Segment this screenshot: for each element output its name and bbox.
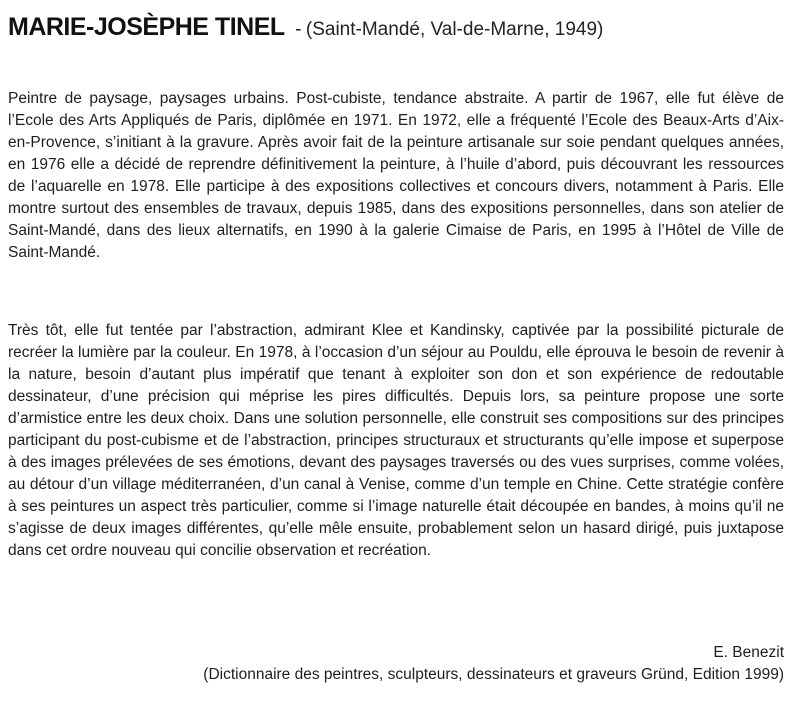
document-header <box>8 10 603 48</box>
biography-paragraph-2: Très tôt, elle fut tentée par l’abstraction, admirant Klee et Kandinsky, captivée par la possibilité picturale de recréer la lumière par la couleur. En 1978, à l’occasion d’un séjour au Pouldu, elle éprouva le besoin de revenir à la nature, besoin d’autant plus impératif que tenant à exploiter son don et son expérience de redoutable dessinateur, d’une précision qui méprise les pires difficultés. Depuis lors, sa peinture propose une sorte d’armistice entre les deux choix. Dans une solution personnelle, elle construit ses compositions sur des principes participant du post-cubisme et de l’abstraction, principes structuraux et structurants qu’elle impose et superpose à des images prélevées de ses émotions, devant des paysages traversés ou des vues surprises, comme volées, au détour d’un village méditerranéen, d’un canal à Venise, comme d’un temple en Chine. Cette stratégie confère à ses peintures un aspect très particulier, comme si l’image naturelle était découpée en bandes, à moins qu’il ne s’agisse de deux images différentes, qu’elle mêle ensuite, probablement selon un hasard dirigé, puis juxtapose dans cet ordre nouveau qui concilie observation et recréation. <box>8 322 784 559</box>
attribution-source: (Dictionnaire des peintres, sculpteurs, dessinateurs et graveurs Gründ, Edition 1999) <box>203 666 784 683</box>
attribution-author: E. Benezit <box>713 644 784 661</box>
biography-paragraph-1: Peintre de paysage, paysages urbains. Post-cubiste, tendance abstraite. A partir de 1967, elle fut élève de l’Ecole des Arts Appliqués de Paris, diplômée en 1971. En 1972, elle a fréquenté l’Ecole des Beaux-Arts d’Aix-en-Provence, s’initiant à la gravure. Après avoir fait de la peinture artisanale sur soie pendant quelques années, en 1976 elle a décidé de reprendre définitivement la peinture, à l’huile d’abord, puis découvrant les ressources de l’aquarelle en 1978. Elle participe à des expositions collectives et concours divers, notamment à Paris. Elle montre surtout des ensembles de travaux, depuis 1985, dans des expositions personnelles, dans son atelier de Saint-Mandé, dans des lieux alternatifs, en 1990 à la galerie Cimaise de Paris, en 1995 à l’Hôtel de Ville de Saint-Mandé. <box>8 90 784 261</box>
artist-name: MARIE-JOSÈPHE TINEL <box>8 13 285 41</box>
artist-origin: (Saint-Mandé, Val-de-Marne, 1949) <box>305 19 604 40</box>
header-separator: - <box>295 19 302 40</box>
